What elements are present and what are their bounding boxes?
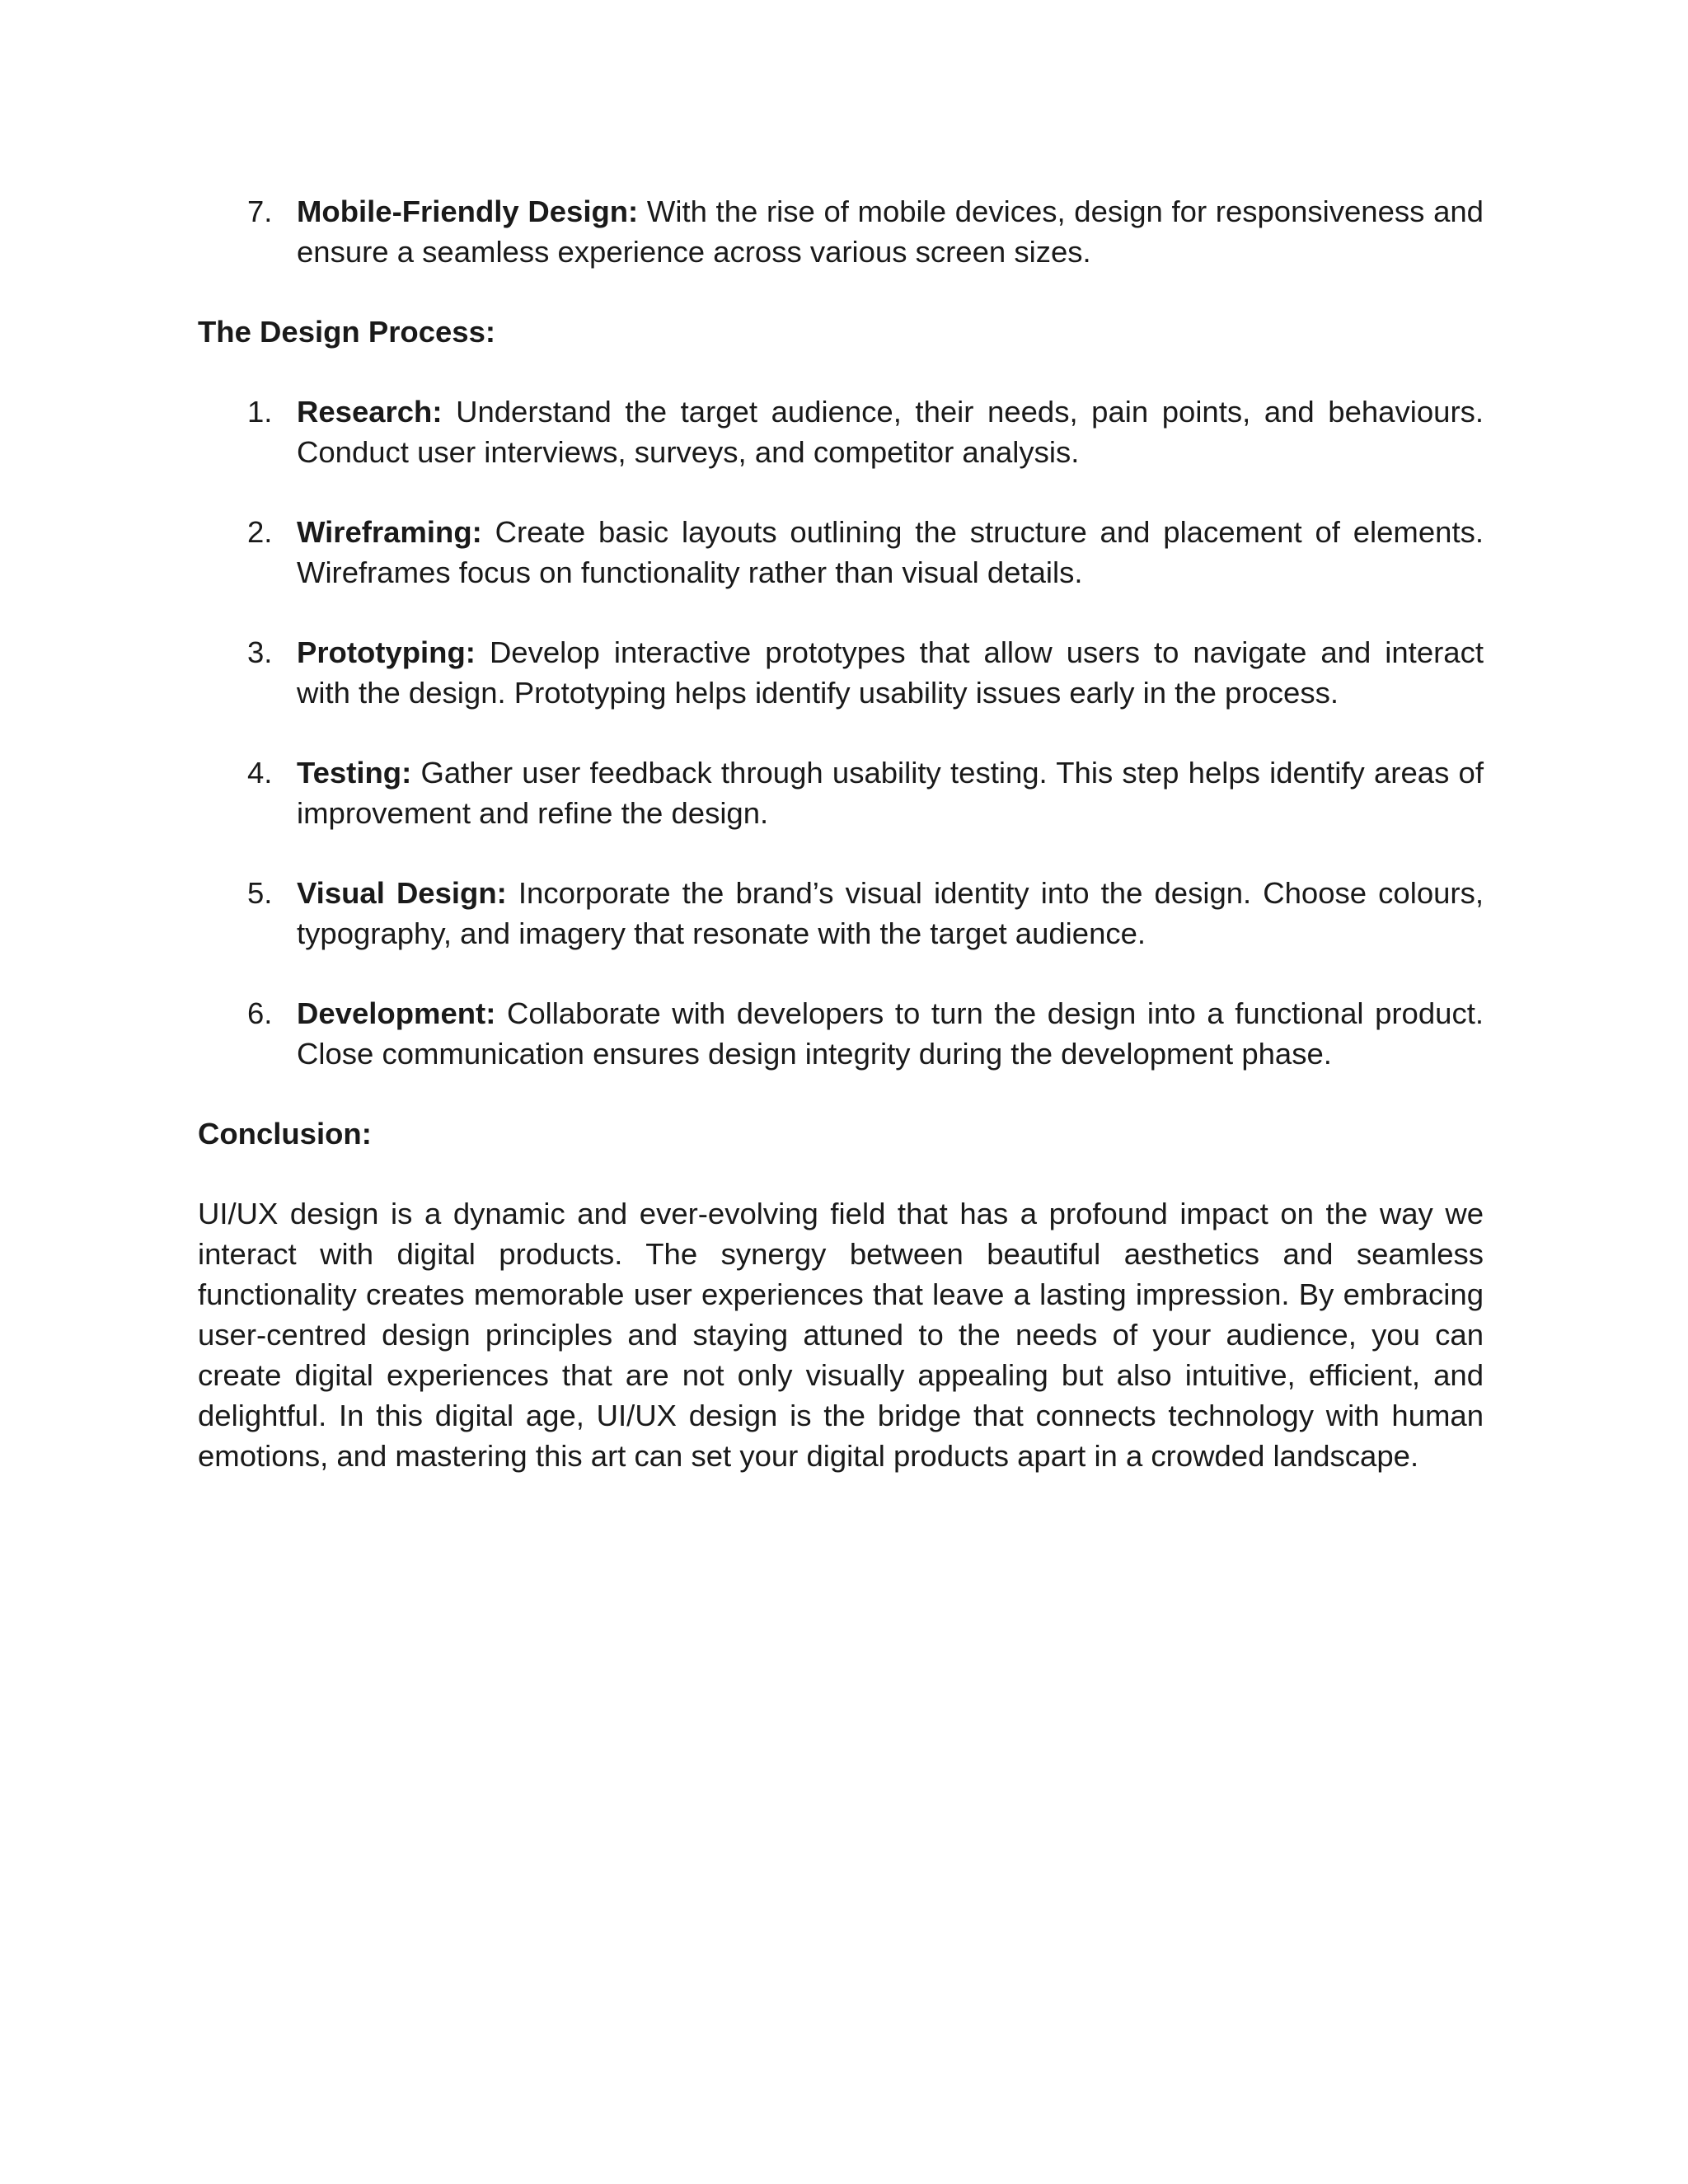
- list-item-lead: Research:: [297, 395, 443, 429]
- list-item-text: Gather user feedback through usability testing. This step helps identify areas of improvement and refine the design.: [297, 756, 1484, 830]
- list-item-text: With the rise of mobile devices, design for responsiveness and ensure a seamless experience across various screen sizes.: [297, 194, 1484, 269]
- list-item-lead: Prototyping:: [297, 635, 476, 669]
- list-number: 5.: [247, 876, 273, 910]
- list-item-testing: [198, 752, 1484, 833]
- list-number: 1.: [247, 395, 273, 429]
- list-item-prototyping: [198, 632, 1484, 713]
- list-item-research: [198, 391, 1484, 472]
- list-number: 7.: [247, 194, 273, 228]
- list-number: 2.: [247, 515, 273, 549]
- document-page: [198, 191, 1484, 1476]
- list-item-text: Understand the target audience, their needs, pain points, and behaviours. Conduct user interviews, surveys, and competitor analysis.: [297, 395, 1484, 469]
- list-item-lead: Visual Design:: [297, 876, 507, 910]
- list-item-text: Incorporate the brand’s visual identity into the design. Choose colours, typography, and imagery that resonate with the target audience.: [297, 876, 1484, 950]
- section-heading-design-process: The Design Process:: [198, 315, 496, 349]
- list-item-wireframing: [198, 512, 1484, 593]
- list-item-text: Collaborate with developers to turn the design into a functional product. Close communication ensures design integrity during the development phase.: [297, 996, 1484, 1071]
- list-item-visual-design: [198, 873, 1484, 954]
- list-item-lead: Wireframing:: [297, 515, 482, 549]
- list-number: 4.: [247, 756, 273, 790]
- list-item-text: Create basic layouts outlining the structure and placement of elements. Wireframes focus on functionality rather than visual details.: [297, 515, 1484, 589]
- list-item-lead: Testing:: [297, 756, 412, 790]
- list-item-text: Develop interactive prototypes that allow users to navigate and interact with the design. Prototyping helps identify usability issues early in the process.: [297, 635, 1484, 710]
- section-heading-conclusion: Conclusion:: [198, 1117, 372, 1151]
- list-item-lead: Development:: [297, 996, 496, 1030]
- list-item-development: [198, 993, 1484, 1074]
- conclusion-paragraph: UI/UX design is a dynamic and ever-evolving field that has a profound impact on the way we interact with digital products. The synergy between beautiful aesthetics and seamless functionality creates memorable user experiences that leave a lasting impression. By embracing user-centred design principles and staying attuned to the needs of your audience, you can create digital experiences that are not only visually appealing but also intuitive, efficient, and delightful. In this digital age, UI/UX design is the bridge that connects technology with human emotions, and mastering this art can set your digital products apart in a crowded landscape.: [198, 1197, 1484, 1473]
- list-number: 3.: [247, 635, 273, 669]
- list-item-lead: Mobile-Friendly Design:: [297, 194, 639, 228]
- list-number: 6.: [247, 996, 273, 1030]
- list-item-mobile-friendly-design: [198, 191, 1484, 272]
